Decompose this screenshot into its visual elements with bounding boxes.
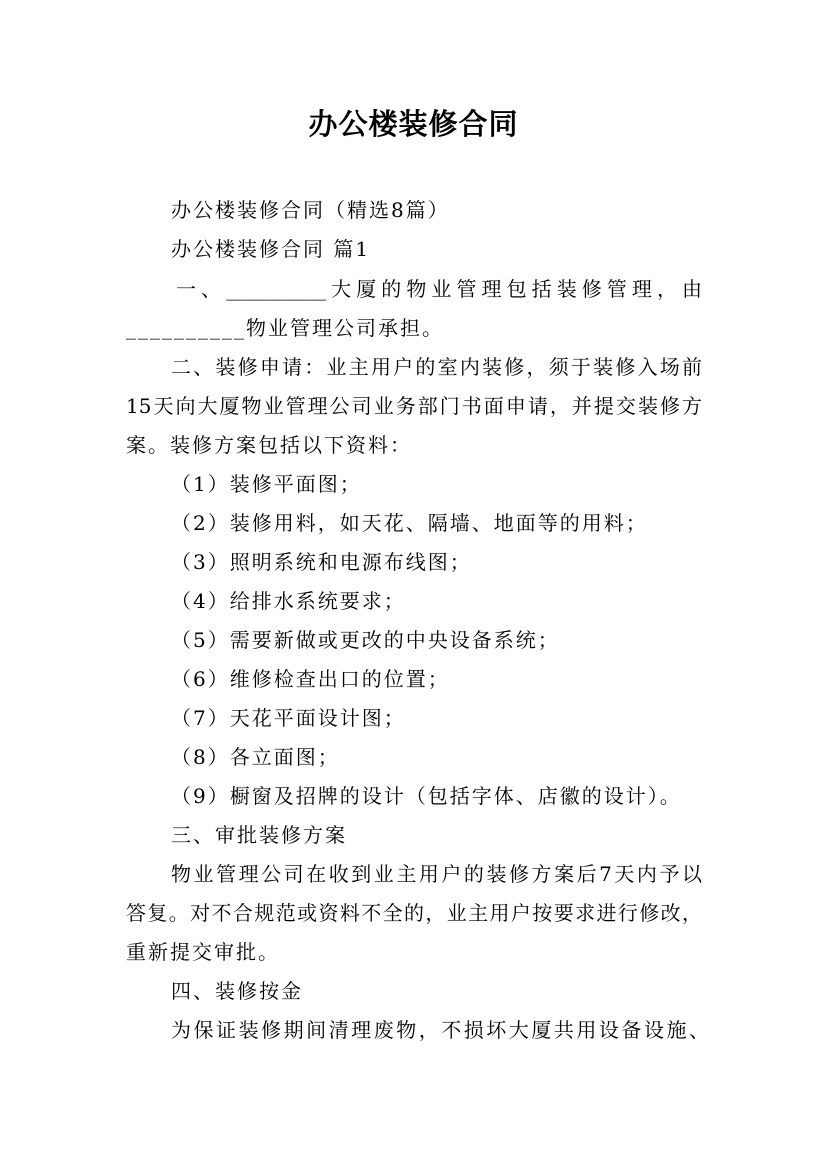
paragraph-line: 一、__________大厦的物业管理包括装修管理，由 <box>176 277 702 301</box>
section-heading: 四、装修按金 <box>171 979 303 1003</box>
paragraph-line: 15天向大厦物业管理公司业务部门书面申请，并提交装修方 <box>126 394 702 418</box>
paragraph-line: __________物业管理公司承担。 <box>126 316 444 340</box>
paragraph-line: 为保证装修期间清理废物，不损坏大厦共用设备设施、 <box>171 1018 709 1042</box>
list-item: （6）维修检查出口的位置； <box>171 667 450 691</box>
section-heading: 三、审批装修方案 <box>171 823 347 847</box>
paragraph-line: 二、装修申请：业主用户的室内装修，须于装修入场前 <box>171 355 702 379</box>
subtitle-line: 办公楼装修合同（精选8篇） <box>171 198 450 222</box>
list-item: （1）装修平面图； <box>171 472 362 496</box>
paragraph-line: 物业管理公司在收到业主用户的装修方案后7天内予以 <box>171 862 702 886</box>
list-item: （8）各立面图； <box>171 745 340 769</box>
paragraph-line: 答复。对不合规范或资料不全的，业主用户按要求进行修改， <box>126 901 702 925</box>
list-item: （2）装修用料，如天花、隔墙、地面等的用料； <box>171 511 648 535</box>
list-item: （5）需要新做或更改的中央设备系统； <box>171 628 560 652</box>
paragraph-line: 重新提交审批。 <box>126 940 280 964</box>
paragraph-line: 案。装修方案包括以下资料： <box>126 433 412 457</box>
list-item: （4）给排水系统要求； <box>171 589 406 613</box>
list-item: （3）照明系统和电源布线图； <box>171 550 472 574</box>
section-heading: 办公楼装修合同 篇1 <box>171 237 371 261</box>
list-item: （7）天花平面设计图； <box>171 706 406 730</box>
document-title: 办公楼装修合同 <box>308 107 519 141</box>
list-item: （9）橱窗及招牌的设计（包括字体、店徽的设计）。 <box>171 784 682 808</box>
